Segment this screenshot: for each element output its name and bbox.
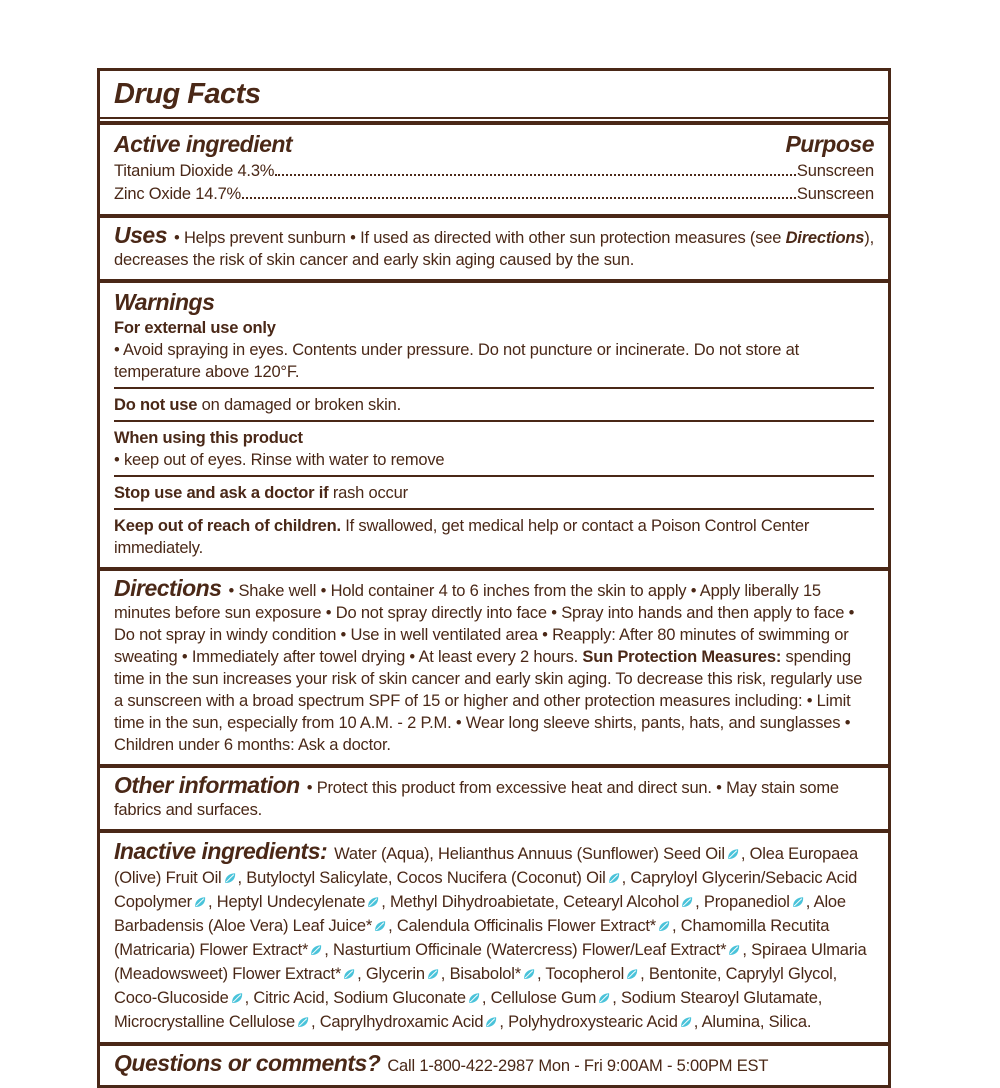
questions-paragraph: Questions or comments? Call 1-800-422-2987 Mon - Fri 9:00AM - 5:00PM EST	[114, 1049, 769, 1076]
leaf-icon	[484, 1015, 498, 1029]
uses-heading: Uses	[114, 221, 167, 248]
active-ingredient-row	[114, 183, 874, 206]
section-inactive-ingredients	[100, 829, 888, 1042]
section-warnings	[100, 279, 888, 567]
warning-statement: For external use only	[114, 318, 276, 337]
leaf-icon	[625, 967, 639, 981]
leaf-icon	[679, 1015, 693, 1029]
directions-heading: Directions	[114, 574, 222, 601]
warning-statement: Stop use and ask a doctor if rash occur	[114, 483, 408, 502]
leaf-icon	[597, 991, 611, 1005]
active-ingredient-header-row	[114, 131, 874, 158]
directions-paragraph: Directions • Shake well • Hold container 4 to 6 inches from the skin to apply • Apply liberally 15 minutes before sun exposure • Do not spray directly into face • Spray into hands and then apply to face • Do not spray in windy condition • Use in well ventilated area • Reapply: After 80 minutes of swimming or sweating • Immediately after towel drying • At least every 2 hours. Sun Protection Measures: spending time in the sun increases your risk of skin cancer and early skin aging. To decrease this risk, regularly use a sunscreen with a broad spectrum SPF of 15 or higher and other protection measures including: • Limit time in the sun, especially from 10 A.M. - 2 P.M. • Wear long sleeve shirts, pants, hats, and sunglasses • Children under 6 months: Ask a doctor.	[114, 574, 863, 754]
active-ingredient-row	[114, 160, 874, 183]
leaf-icon	[373, 919, 387, 933]
section-questions	[100, 1042, 888, 1085]
section-directions	[100, 567, 888, 764]
leaf-icon	[193, 895, 207, 909]
leaf-icon	[791, 895, 805, 909]
dotted-leader	[242, 197, 796, 199]
inactive-ingredients-paragraph: Inactive ingredients: Water (Aqua), Helianthus Annuus (Sunflower) Seed Oil , Olea Europaea (Olive) Fruit Oil , Butyloctyl Salicylate, Cocos Nucifera (Coconut) Oil , Capryloyl Glycerin/Sebacic Acid Copolymer , Heptyl Undecylenate , Methyl Dihydroabietate, Cetearyl Alcohol , Propanediol , Aloe Barbadensis (Aloe Vera) Leaf Juice* , Calendula Officinalis Flower Extract* , Chamomilla Recutita (Matricaria) Flower Extract* , Nasturtium Officinale (Watercress) Flower/Leaf Extract* , Spiraea Ulmaria (Meadowsweet) Flower Extract* , Glycerin , Bisabolol* , Tocopherol , Bentonite, Caprylyl Glycol, Coco-Glucoside , Citric Acid, Sodium Gluconate , Cellulose Gum , Sodium Stearoyl Glutamate, Microcrystalline Cellulose , Caprylhydroxamic Acid , Polyhydroxystearic Acid , Alumina, Silica.	[114, 837, 867, 1031]
ingredient-purpose: Sunscreen	[796, 184, 874, 203]
hairline-rule	[114, 475, 874, 477]
warning-statement: • keep out of eyes. Rinse with water to remove	[114, 450, 445, 469]
warnings-heading: Warnings	[114, 288, 215, 315]
leaf-icon	[522, 967, 536, 981]
ingredient-purpose: Sunscreen	[796, 161, 874, 180]
active-ingredient-heading: Active ingredient	[114, 130, 293, 157]
leaf-icon	[296, 1015, 310, 1029]
leaf-icon	[366, 895, 380, 909]
ingredient-name: Titanium Dioxide 4.3%	[114, 161, 275, 180]
hairline-rule	[114, 508, 874, 510]
other-information-heading: Other information	[114, 771, 300, 798]
warning-statement: Keep out of reach of children. If swallowed, get medical help or contact a Poison Control Center immediately.	[114, 516, 810, 557]
warning-statement: When using this product	[114, 428, 303, 447]
leaf-icon	[342, 967, 356, 981]
warning-statement: • Avoid spraying in eyes. Contents under pressure. Do not puncture or incinerate. Do not store at temperature above 120°F.	[114, 340, 799, 381]
leaf-icon	[607, 871, 621, 885]
active-ingredient-rows	[114, 160, 874, 206]
inactive-ingredients-heading: Inactive ingredients:	[114, 837, 328, 864]
other-information-paragraph: Other information • Protect this product from excessive heat and direct sun. • May stain some fabrics and surfaces.	[114, 771, 839, 819]
purpose-heading: Purpose	[785, 130, 874, 157]
hairline-rule	[114, 420, 874, 422]
section-active-ingredient	[100, 121, 888, 214]
warning-statement: Do not use on damaged or broken skin.	[114, 395, 401, 414]
hairline-rule	[114, 387, 874, 389]
leaf-icon	[230, 991, 244, 1005]
leaf-icon	[657, 919, 671, 933]
questions-heading: Questions or comments?	[114, 1049, 381, 1076]
ingredient-name: Zinc Oxide 14.7%	[114, 184, 242, 203]
leaf-icon	[727, 943, 741, 957]
leaf-icon	[223, 871, 237, 885]
title-section	[100, 71, 888, 119]
warnings-blocks	[114, 317, 874, 559]
leaf-icon	[426, 967, 440, 981]
section-other-information	[100, 764, 888, 829]
page-title: Drug Facts	[114, 78, 261, 110]
drug-facts-label	[97, 68, 891, 1088]
leaf-icon	[467, 991, 481, 1005]
leaf-icon	[726, 847, 740, 861]
leaf-icon	[680, 895, 694, 909]
uses-paragraph: Uses • Helps prevent sunburn • If used as directed with other sun protection measures (see Directions), decreases the risk of skin cancer and early skin aging caused by the sun.	[114, 221, 874, 269]
dotted-leader	[275, 174, 796, 176]
leaf-icon	[309, 943, 323, 957]
section-uses	[100, 214, 888, 279]
